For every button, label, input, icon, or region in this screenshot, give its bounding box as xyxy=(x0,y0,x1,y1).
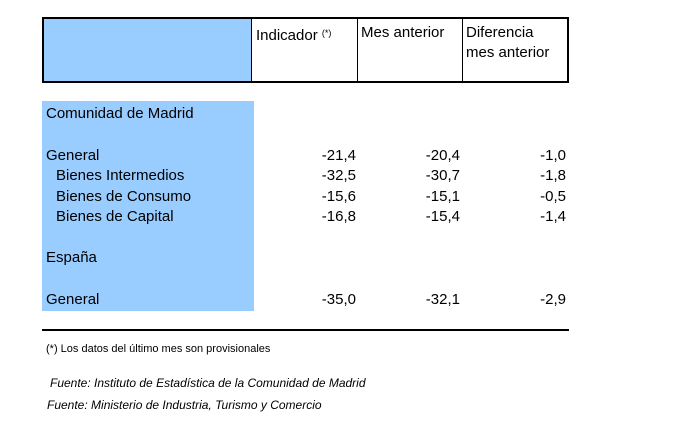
header-indicador-footnote-mark: (*) xyxy=(321,28,332,38)
header-diferencia-line2: mes anterior xyxy=(466,44,550,61)
cell-mes-anterior: -32,1 xyxy=(425,291,460,308)
cell-mes-anterior: -15,4 xyxy=(425,208,460,225)
table-bottom-rule xyxy=(42,329,569,331)
cell-mes-anterior: -30,7 xyxy=(425,167,460,184)
row-label: General xyxy=(46,291,100,308)
cell-diferencia: -0,5 xyxy=(540,188,566,205)
row-label: Bienes de Capital xyxy=(56,208,174,225)
source-line-2: Fuente: Ministerio de Industria, Turismo y Comercio xyxy=(47,398,322,412)
cell-diferencia: -2,9 xyxy=(540,291,566,308)
row-label: Bienes Intermedios xyxy=(56,167,185,184)
cell-indicador: -35,0 xyxy=(321,291,356,308)
cell-indicador: -21,4 xyxy=(321,147,356,164)
header-diferencia-line1: Diferencia xyxy=(466,24,534,41)
header-indicador-label: Indicador xyxy=(256,27,318,44)
section-title-espana: España xyxy=(46,249,97,266)
cell-indicador: -32,5 xyxy=(321,167,356,184)
cell-indicador: -16,8 xyxy=(321,208,356,225)
cell-indicador: -15,6 xyxy=(321,188,356,205)
source-line-1: Fuente: Instituto de Estadística de la Comunidad de Madrid xyxy=(50,376,366,390)
header-divider-2 xyxy=(357,19,358,81)
cell-diferencia: -1,0 xyxy=(540,147,566,164)
row-label: Bienes de Consumo xyxy=(56,188,192,205)
header-divider-1 xyxy=(251,19,252,81)
header-mes-anterior: Mes anterior xyxy=(361,24,445,41)
cell-diferencia: -1,8 xyxy=(540,167,566,184)
header-blue-cell xyxy=(44,19,251,81)
header-indicador xyxy=(256,26,331,45)
section-title-madrid: Comunidad de Madrid xyxy=(46,105,194,122)
footnote: (*) Los datos del último mes son provisionales xyxy=(46,343,271,355)
row-label: General xyxy=(46,147,100,164)
cell-mes-anterior: -20,4 xyxy=(425,147,460,164)
cell-mes-anterior: -15,1 xyxy=(425,188,460,205)
header-divider-3 xyxy=(462,19,463,81)
cell-diferencia: -1,4 xyxy=(540,208,566,225)
